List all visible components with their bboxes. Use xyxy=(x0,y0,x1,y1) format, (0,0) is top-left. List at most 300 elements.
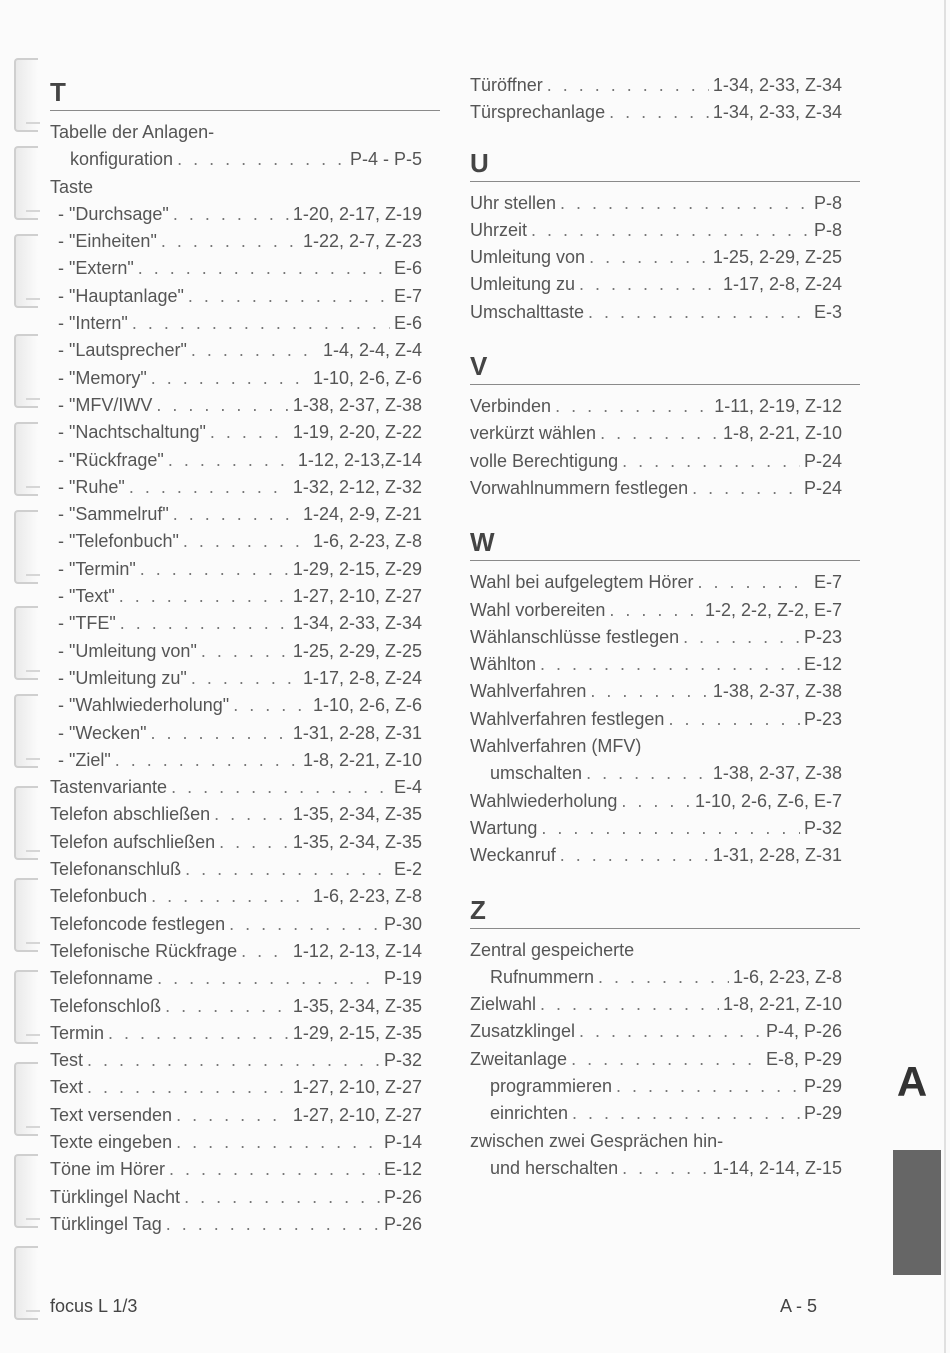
index-entry-pages: 1-34, 2-33, Z-34 xyxy=(292,613,422,634)
index-entry xyxy=(470,99,842,126)
index-entry xyxy=(50,501,422,528)
index-entry-label: Wahl bei aufgelegtem Hörer xyxy=(470,572,694,593)
index-entry-label: Telefon abschließen xyxy=(50,804,211,825)
index-entry xyxy=(50,1074,422,1101)
index-entry xyxy=(470,1073,842,1100)
index-entry-pages: P-26 xyxy=(383,1213,422,1234)
index-entries xyxy=(470,937,842,1183)
leader-dots xyxy=(185,856,390,883)
index-entry-label: und herschalten xyxy=(490,1157,619,1178)
index-entries xyxy=(470,393,842,502)
leader-dots xyxy=(219,829,289,856)
index-entry-pages: P-32 xyxy=(383,1050,422,1071)
index-entry-label: Telefonische Rückfrage xyxy=(50,940,238,961)
index-entry-pages: P-24 xyxy=(803,477,842,498)
leader-dots xyxy=(171,774,390,801)
index-entry xyxy=(470,72,842,99)
leader-dots xyxy=(588,299,810,326)
index-entry-pages: 1-8, 2-21, Z-10 xyxy=(302,749,422,770)
index-entry xyxy=(50,883,422,910)
leader-dots xyxy=(161,228,299,255)
index-entry xyxy=(470,964,842,991)
page-edge xyxy=(944,0,946,1353)
index-entry-label: Telefonschloß xyxy=(50,995,162,1016)
index-entry-label: programmieren xyxy=(490,1076,613,1097)
index-entry-pages: 1-27, 2-10, Z-27 xyxy=(292,1077,422,1098)
index-entry-label: Wahlwiederholung xyxy=(470,790,618,811)
leader-dots xyxy=(210,419,289,446)
index-entry-pages: 1-10, 2-6, Z-6 xyxy=(312,367,422,388)
index-entry-pages: 1-34, 2-33, Z-34 xyxy=(712,102,842,123)
index-entry xyxy=(50,1020,422,1047)
index-entry-pages: P-29 xyxy=(803,1103,842,1124)
index-entry xyxy=(50,283,422,310)
index-entry xyxy=(50,310,422,337)
leader-dots xyxy=(683,624,800,651)
register-tab-letter: A xyxy=(896,1058,928,1105)
index-entry-label: Test xyxy=(50,1050,84,1071)
index-entry-pages: P-4, P-26 xyxy=(765,1021,842,1042)
index-entry xyxy=(470,569,842,596)
leader-dots xyxy=(129,474,289,501)
index-entry-pages: 1-11, 2-19, Z-12 xyxy=(714,396,842,417)
leader-dots xyxy=(531,217,810,244)
index-entry-label: - "MFV/IWV xyxy=(58,394,153,415)
index-entry xyxy=(470,733,842,760)
index-entry-pages: 1-38, 2-37, Z-38 xyxy=(292,394,422,415)
index-entry xyxy=(470,190,842,217)
leader-dots xyxy=(540,991,719,1018)
index-entry-label: einrichten xyxy=(490,1103,569,1124)
leader-dots xyxy=(169,1156,380,1183)
index-entry-pages: 1-8, 2-21, Z-10 xyxy=(722,994,842,1015)
index-entry-label: Telefonanschluß xyxy=(50,859,182,880)
index-entry xyxy=(50,747,422,774)
index-entry-label: Telefoncode festlegen xyxy=(50,913,226,934)
index-entries xyxy=(50,119,422,1238)
index-entry-label: - "Sammelruf" xyxy=(58,504,169,525)
binder-ring xyxy=(14,606,38,680)
index-entry-label: Zielwahl xyxy=(470,994,537,1015)
index-entry xyxy=(50,965,422,992)
index-entry xyxy=(50,201,422,228)
index-entry xyxy=(50,474,422,501)
leader-dots xyxy=(214,801,289,828)
index-entry xyxy=(470,760,842,787)
index-entry xyxy=(470,788,842,815)
index-entry xyxy=(470,815,842,842)
leader-dots xyxy=(138,255,390,282)
leader-dots xyxy=(119,583,289,610)
index-entry-label: Telefonname xyxy=(50,968,154,989)
index-entry-label: Wahlverfahren festlegen xyxy=(470,708,665,729)
index-entry-pages: 1-12, 2-13,Z-14 xyxy=(297,449,422,470)
leader-dots xyxy=(151,883,309,910)
leader-dots xyxy=(156,392,289,419)
index-entry xyxy=(50,1129,422,1156)
index-entry-pages: E-2 xyxy=(393,859,422,880)
leader-dots xyxy=(541,815,800,842)
index-entry-pages: 1-14, 2-14, Z-15 xyxy=(712,1157,842,1178)
leader-dots xyxy=(150,720,288,747)
index-entry-pages: 1-22, 2-7, Z-23 xyxy=(302,231,422,252)
index-entry-label: konfiguration xyxy=(70,149,174,170)
leader-dots xyxy=(176,1129,380,1156)
leader-dots xyxy=(115,747,299,774)
index-entry-label: - "Telefonbuch" xyxy=(58,531,179,552)
leader-dots xyxy=(560,842,709,869)
index-entry-pages: 1-32, 2-12, Z-32 xyxy=(292,476,422,497)
index-entry xyxy=(50,829,422,856)
index-entry xyxy=(470,991,842,1018)
binder-rings xyxy=(14,58,40,1318)
index-entry xyxy=(50,119,422,146)
index-entry-pages: 1-24, 2-9, Z-21 xyxy=(302,504,422,525)
index-entry-label: - "Rückfrage" xyxy=(58,449,164,470)
binder-ring xyxy=(14,970,38,1044)
index-entry-pages: 1-35, 2-34, Z-35 xyxy=(292,831,422,852)
leader-dots xyxy=(609,597,701,624)
index-entry-label: - "Ruhe" xyxy=(58,476,125,497)
index-section-t xyxy=(50,72,422,1238)
index-entry-label: Text versenden xyxy=(50,1104,173,1125)
index-entry xyxy=(50,337,422,364)
leader-dots xyxy=(579,1018,762,1045)
index-entry-label: Umleitung zu xyxy=(470,274,576,295)
index-entry-pages: 1-29, 2-15, Z-29 xyxy=(292,558,422,579)
index-entry-label: - "Wahlwiederholung" xyxy=(58,695,230,716)
index-entry-pages: 1-6, 2-23, Z-8 xyxy=(312,886,422,907)
leader-dots xyxy=(697,569,810,596)
index-entry-label: - "TFE" xyxy=(58,613,116,634)
index-entry-label: Uhrzeit xyxy=(470,219,528,240)
leader-dots xyxy=(621,788,691,815)
index-entry-label: Vorwahlnummern festlegen xyxy=(470,477,689,498)
index-entry-pages: 1-6, 2-23, Z-8 xyxy=(312,531,422,552)
index-entry xyxy=(470,937,842,964)
index-entry xyxy=(470,271,842,298)
index-entry-label: Wahlverfahren (MFV) xyxy=(470,736,642,757)
leader-dots xyxy=(173,501,299,528)
index-entry-pages: P-32 xyxy=(803,817,842,838)
leader-dots xyxy=(229,911,380,938)
index-entry-label: Verbinden xyxy=(470,396,552,417)
index-entry xyxy=(50,447,422,474)
index-entry-label: - "Wecken" xyxy=(58,722,147,743)
leader-dots xyxy=(590,678,709,705)
index-entry-label: Taste xyxy=(50,176,94,197)
index-entry-pages: 1-8, 2-21, Z-10 xyxy=(722,423,842,444)
index-entry-label: - "Lautsprecher" xyxy=(58,340,187,361)
leader-dots xyxy=(622,448,800,475)
index-entry xyxy=(50,146,422,173)
leader-dots xyxy=(183,528,309,555)
index-entry-label: Türsprechanlage xyxy=(470,102,606,123)
leader-dots xyxy=(191,665,299,692)
leader-dots xyxy=(579,271,719,298)
index-entry xyxy=(470,420,842,447)
leader-dots xyxy=(140,556,289,583)
binder-ring xyxy=(14,1154,38,1228)
index-entry-pages: E-8, P-29 xyxy=(765,1048,842,1069)
binder-ring xyxy=(14,422,38,496)
index-entry-label: Wartung xyxy=(470,817,538,838)
index-entry-label: - "Extern" xyxy=(58,258,134,279)
section-letter: V xyxy=(470,350,860,385)
index-entries xyxy=(470,72,842,127)
index-entry-pages: 1-19, 2-20, Z-22 xyxy=(292,422,422,443)
index-entry-label: Text xyxy=(50,1077,84,1098)
index-entry xyxy=(50,801,422,828)
index-entry-pages: 1-27, 2-10, Z-27 xyxy=(292,586,422,607)
index-section-z xyxy=(470,894,842,1183)
index-entry-pages: E-3 xyxy=(813,301,842,322)
index-section-w xyxy=(470,526,842,869)
leader-dots xyxy=(120,610,289,637)
index-entry-label: umschalten xyxy=(490,763,583,784)
index-entry-label: - "Durchsage" xyxy=(58,203,169,224)
index-entry xyxy=(50,692,422,719)
leader-dots xyxy=(173,201,289,228)
index-entry-pages: P-26 xyxy=(383,1186,422,1207)
index-entry-label: Telefonbuch xyxy=(50,886,148,907)
index-entry-label: Uhr stellen xyxy=(470,192,557,213)
binder-ring xyxy=(14,146,38,220)
index-section-t-continued xyxy=(470,72,842,127)
index-entry-pages: P-23 xyxy=(803,626,842,647)
leader-dots xyxy=(166,1211,380,1238)
index-entry-pages: 1-38, 2-37, Z-38 xyxy=(712,681,842,702)
index-entry xyxy=(50,993,422,1020)
index-entry-pages: 1-10, 2-6, Z-6, E-7 xyxy=(694,790,842,811)
leader-dots xyxy=(201,638,289,665)
footer-model: focus L 1/3 xyxy=(50,1296,138,1316)
index-entry xyxy=(50,938,422,965)
index-entry-pages: 1-25, 2-29, Z-25 xyxy=(712,247,842,268)
leader-dots xyxy=(151,365,309,392)
index-entry xyxy=(50,556,422,583)
index-entry xyxy=(470,217,842,244)
index-entry xyxy=(50,419,422,446)
index-entry-pages: E-7 xyxy=(393,285,422,306)
leader-dots xyxy=(540,651,800,678)
binder-ring xyxy=(14,694,38,768)
index-entry xyxy=(50,1156,422,1183)
index-entry-pages: P-23 xyxy=(803,708,842,729)
leader-dots xyxy=(241,938,289,965)
index-entry-pages: 1-10, 2-6, Z-6 xyxy=(312,695,422,716)
index-entry xyxy=(50,1102,422,1129)
binder-ring xyxy=(14,1062,38,1136)
leader-dots xyxy=(157,965,380,992)
index-entry-pages: 1-27, 2-10, Z-27 xyxy=(292,1104,422,1125)
index-entry-label: Wählanschlüsse festlegen xyxy=(470,626,680,647)
binder-ring xyxy=(14,334,38,408)
index-entry xyxy=(50,1184,422,1211)
index-entry xyxy=(470,842,842,869)
index-entry-pages: 1-2, 2-2, Z-2, E-7 xyxy=(704,599,842,620)
index-entry-label: Termin xyxy=(50,1022,105,1043)
index-entry-label: Weckanruf xyxy=(470,845,556,866)
index-entry xyxy=(50,774,422,801)
binder-ring xyxy=(14,58,38,132)
leader-dots xyxy=(188,283,390,310)
index-entry xyxy=(50,638,422,665)
index-entry-label: Umschalttaste xyxy=(470,301,585,322)
index-entry-pages: 1-34, 2-33, Z-34 xyxy=(712,75,842,95)
leader-dots xyxy=(571,1046,762,1073)
index-entry-pages: P-8 xyxy=(813,192,842,213)
index-entry-label: Türöffner xyxy=(470,75,543,95)
index-entry xyxy=(50,228,422,255)
leader-dots xyxy=(586,760,709,787)
leader-dots xyxy=(233,692,309,719)
binder-ring xyxy=(14,1246,38,1320)
index-entry xyxy=(470,1155,842,1182)
leader-dots xyxy=(177,146,346,173)
index-entry xyxy=(470,651,842,678)
index-entry-pages: 1-25, 2-29, Z-25 xyxy=(292,640,422,661)
index-entry-label: Texte eingeben xyxy=(50,1131,173,1152)
section-letter: T xyxy=(50,72,440,111)
index-entry-pages: 1-17, 2-8, Z-24 xyxy=(302,667,422,688)
leader-dots xyxy=(184,1184,380,1211)
index-entry xyxy=(50,911,422,938)
index-section-u xyxy=(470,147,842,326)
leader-dots xyxy=(555,393,710,420)
index-entry xyxy=(50,365,422,392)
index-entry-pages: 1-35, 2-34, Z-35 xyxy=(292,804,422,825)
leader-dots xyxy=(176,1102,289,1129)
leader-dots xyxy=(191,337,319,364)
binder-ring xyxy=(14,878,38,952)
index-entry-pages: P-14 xyxy=(383,1131,422,1152)
index-entries xyxy=(470,190,842,326)
index-entry-label: Töne im Hörer xyxy=(50,1159,166,1180)
index-entry-label: - "Hauptanlage" xyxy=(58,285,184,306)
leader-dots xyxy=(598,964,729,991)
leader-dots xyxy=(600,420,719,447)
index-entry-label: - "Umleitung zu" xyxy=(58,667,187,688)
index-entry xyxy=(470,1100,842,1127)
leader-dots xyxy=(108,1020,289,1047)
index-entry xyxy=(470,299,842,326)
section-letter: W xyxy=(470,526,860,561)
index-entry-pages: P-8 xyxy=(813,219,842,240)
index-entry-label: - "Einheiten" xyxy=(58,231,157,252)
index-column-right xyxy=(470,72,842,1206)
index-entry xyxy=(50,720,422,747)
index-entry-label: volle Berechtigung xyxy=(470,450,619,471)
index-entry xyxy=(470,706,842,733)
leader-dots xyxy=(560,190,810,217)
index-entry-pages: 1-4, 2-4, Z-4 xyxy=(322,340,422,361)
leader-dots xyxy=(668,706,800,733)
binder-ring xyxy=(14,786,38,860)
index-entry-pages: 1-31, 2-28, Z-31 xyxy=(712,845,842,866)
index-entry-label: Wahlverfahren xyxy=(470,681,587,702)
leader-dots xyxy=(132,310,390,337)
leader-dots xyxy=(87,1074,289,1101)
index-entry-label: zwischen zwei Gesprächen hin- xyxy=(470,1130,724,1151)
index-entry-pages: E-6 xyxy=(393,313,422,334)
index-entry xyxy=(470,1128,842,1155)
index-entry-label: - "Umleitung von" xyxy=(58,640,197,661)
index-entry xyxy=(50,528,422,555)
leader-dots xyxy=(572,1100,800,1127)
index-entry xyxy=(470,475,842,502)
index-entry xyxy=(470,678,842,705)
index-entry-label: - "Ziel" xyxy=(58,749,111,770)
index-entry-label: Türklingel Tag xyxy=(50,1213,162,1234)
register-tab-marker xyxy=(893,1150,941,1275)
leader-dots xyxy=(692,475,800,502)
index-entry-pages: E-12 xyxy=(803,654,842,675)
index-entry-label: - "Nachtschaltung" xyxy=(58,422,206,443)
index-entry-label: Umleitung von xyxy=(470,247,586,268)
page-number: A - 5 xyxy=(780,1296,818,1316)
index-entry xyxy=(50,610,422,637)
leader-dots xyxy=(168,447,294,474)
index-entry xyxy=(470,1018,842,1045)
index-entry-pages: 1-31, 2-28, Z-31 xyxy=(292,722,422,743)
index-entry xyxy=(470,624,842,651)
index-entry-pages: P-4 - P-5 xyxy=(349,149,422,170)
index-entry xyxy=(50,174,422,201)
index-entry xyxy=(50,583,422,610)
index-entry-pages: 1-12, 2-13, Z-14 xyxy=(292,940,422,961)
index-entry-label: Türklingel Nacht xyxy=(50,1186,181,1207)
index-entry-pages: E-6 xyxy=(393,258,422,279)
index-entry xyxy=(50,1047,422,1074)
index-entry-pages: P-30 xyxy=(383,913,422,934)
index-entry-label: - "Memory" xyxy=(58,367,147,388)
leader-dots xyxy=(547,72,709,99)
index-entry-label: Wahl vorbereiten xyxy=(470,599,606,620)
index-entry-label: Zusatzklingel xyxy=(470,1021,576,1042)
index-entry-pages: 1-6, 2-23, Z-8 xyxy=(732,966,842,987)
section-letter: U xyxy=(470,147,860,182)
index-entry-label: Tastenvariante xyxy=(50,777,168,798)
index-entry-label: - "Termin" xyxy=(58,558,136,579)
index-entry xyxy=(470,597,842,624)
index-entry xyxy=(470,1046,842,1073)
index-column-left xyxy=(50,72,422,1262)
index-entry-pages: P-19 xyxy=(383,968,422,989)
index-entry-pages: E-12 xyxy=(383,1159,422,1180)
leader-dots xyxy=(616,1073,800,1100)
index-entry-pages: 1-20, 2-17, Z-19 xyxy=(292,203,422,224)
index-entry xyxy=(50,1211,422,1238)
index-entry-label: Zentral gespeicherte xyxy=(470,939,635,960)
index-entry-pages: E-7 xyxy=(813,572,842,593)
leader-dots xyxy=(622,1155,709,1182)
index-entry-label: Wählton xyxy=(470,654,537,675)
binder-ring xyxy=(14,234,38,308)
index-entry-pages: 1-17, 2-8, Z-24 xyxy=(722,274,842,295)
index-entry-label: Rufnummern xyxy=(490,966,595,987)
index-entry xyxy=(50,665,422,692)
index-entry xyxy=(50,392,422,419)
index-entries xyxy=(470,569,842,869)
index-entry xyxy=(50,856,422,883)
index-section-v xyxy=(470,350,842,502)
index-entry-label: - "Text" xyxy=(58,586,115,607)
index-entry-pages: P-24 xyxy=(803,450,842,471)
index-entry-pages: 1-35, 2-34, Z-35 xyxy=(292,995,422,1016)
index-entry-label: Tabelle der Anlagen- xyxy=(50,122,215,142)
leader-dots xyxy=(165,993,289,1020)
